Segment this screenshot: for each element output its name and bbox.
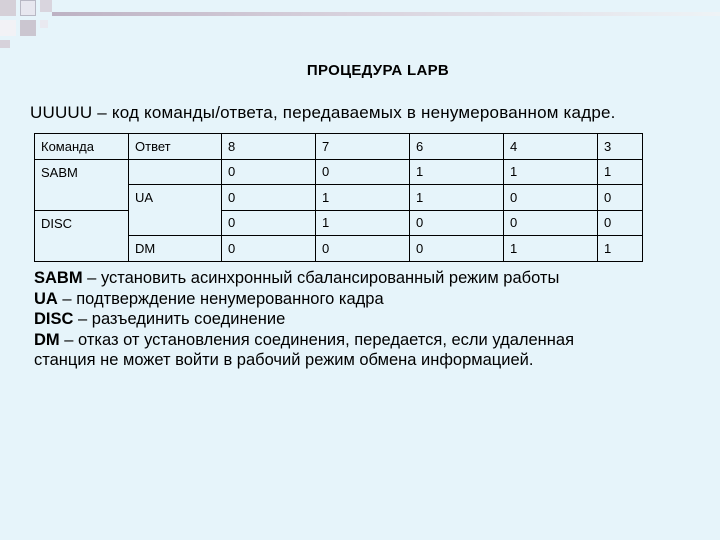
header-decoration (0, 0, 720, 48)
decor-square (0, 0, 16, 16)
definition-line (34, 309, 574, 330)
decor-square (40, 20, 48, 28)
decor-gradient-bar (52, 12, 720, 16)
decor-square (0, 20, 16, 36)
slide-subtitle: UUUUU – код команды/ответа, передаваемых в ненумерованном кадре. (30, 103, 616, 122)
table-row (35, 236, 643, 262)
table-row (35, 185, 643, 211)
cell-bit: 1 (504, 236, 598, 262)
cell-bit: 0 (316, 236, 410, 262)
decor-square (20, 0, 36, 16)
definition-line (34, 268, 574, 289)
definition-abbr: DM (34, 330, 60, 349)
header-response: Ответ (129, 134, 222, 160)
table-header-row (35, 134, 643, 160)
definition-text: – установить асинхронный сбалансированный режим работы (82, 269, 560, 287)
unnumbered-frame-table (34, 133, 643, 262)
cell-bit: 0 (410, 210, 504, 236)
cell-response: DM (129, 236, 222, 262)
cell-bit: 1 (316, 185, 410, 211)
definition-abbr: DISC (34, 310, 74, 328)
header-bit-8: 8 (222, 134, 316, 160)
decor-square (40, 0, 52, 12)
slide-title: ПРОЦЕДУРА LAPB (306, 62, 450, 79)
cell-bit: 1 (410, 159, 504, 185)
definition-abbr: SABM (34, 269, 83, 287)
cell-command (35, 236, 129, 262)
cell-bit: 1 (504, 159, 598, 185)
table-row (35, 210, 643, 236)
cell-bit: 0 (410, 236, 504, 262)
cell-bit: 1 (410, 185, 504, 211)
definition-abbr: UA (34, 289, 58, 308)
table-row (35, 159, 643, 185)
decor-square (20, 20, 36, 36)
cell-bit: 0 (504, 185, 598, 211)
definition-continuation: станция не может войти в рабочий режим обмена информацией. (34, 351, 534, 369)
cell-bit: 0 (222, 236, 316, 262)
cell-bit: 0 (222, 210, 316, 236)
cell-command: DISC (35, 210, 129, 236)
header-bit-4: 4 (504, 134, 598, 160)
cell-response (129, 210, 222, 236)
header-bit-7: 7 (316, 134, 410, 160)
definition-line (34, 289, 574, 310)
header-bit-3: 3 (598, 134, 643, 160)
cell-bit: 0 (598, 185, 643, 211)
cell-command: SABM (35, 159, 129, 185)
definition-text: – разъединить соединение (73, 310, 286, 328)
cell-bit: 0 (504, 210, 598, 236)
cell-command (35, 185, 129, 211)
header-bit-6: 6 (410, 134, 504, 160)
cell-bit: 0 (222, 185, 316, 211)
header-command: Команда (35, 134, 129, 160)
cell-bit: 0 (222, 159, 316, 185)
cell-response: UA (129, 185, 222, 211)
definition-text: – отказ от установления соединения, передается, если удаленная (59, 330, 575, 349)
definitions-block (34, 268, 574, 371)
definition-text: – подтверждение ненумерованного кадра (57, 289, 384, 308)
cell-bit: 0 (598, 210, 643, 236)
decor-square (0, 40, 10, 48)
definition-line (34, 330, 574, 351)
cell-response (129, 159, 222, 185)
cell-bit: 1 (316, 210, 410, 236)
cell-bit: 1 (598, 159, 643, 185)
cell-bit: 0 (316, 159, 410, 185)
cell-bit: 1 (598, 236, 643, 262)
